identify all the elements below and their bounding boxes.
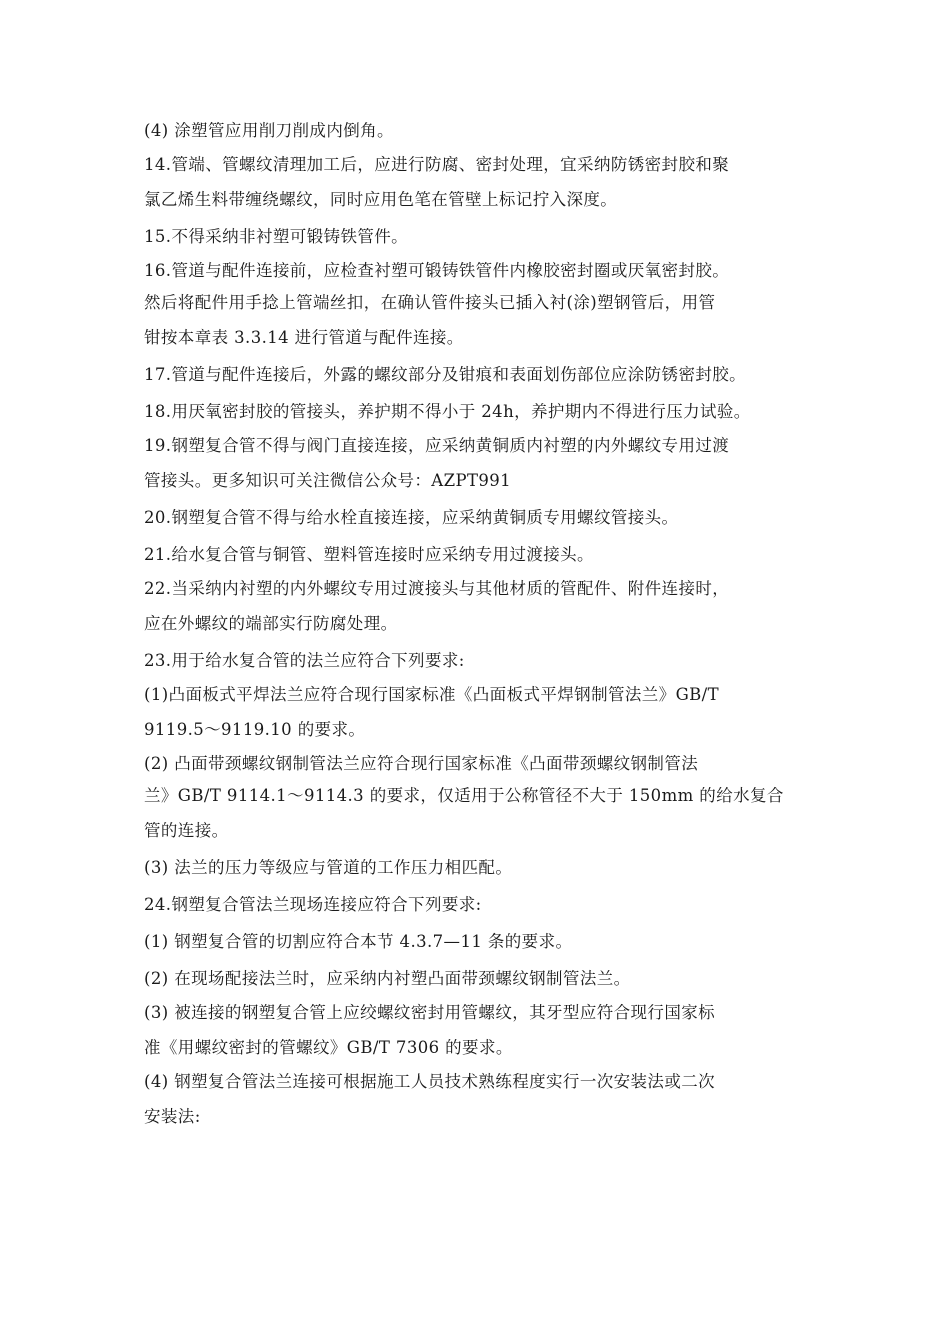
- paragraph-line: 9119.5～9119.10 的要求。: [144, 720, 366, 739]
- paragraph-line: 钳按本章表 3.3.14 进行管道与配件连接。: [144, 328, 464, 347]
- paragraph-line: (4) 涂塑管应用削刀削成内倒角。: [144, 121, 394, 140]
- paragraph-line: 15.不得采纳非衬塑可锻铸铁管件。: [144, 227, 409, 246]
- paragraph-line: 22.当采纳内衬塑的内外螺纹专用过渡接头与其他材质的管配件、附件连接时，: [144, 579, 730, 598]
- paragraph-line: 准《用螺纹密封的管螺纹》GB/T 7306 的要求。: [144, 1038, 513, 1057]
- paragraph-line: 18.用厌氧密封胶的管接头，养护期不得小于 24h，养护期内不得进行压力试验。: [144, 402, 751, 421]
- paragraph-line: 兰》GB/T 9114.1～9114.3 的要求，仅适用于公称管径不大于 150mm 的给水复合: [144, 786, 784, 805]
- paragraph-line: 20.钢塑复合管不得与给水栓直接连接，应采纳黄铜质专用螺纹管接头。: [144, 508, 679, 527]
- paragraph-line: (1)凸面板式平焊法兰应符合现行国家标准《凸面板式平焊钢制管法兰》GB/T: [144, 685, 720, 704]
- paragraph-line: 应在外螺纹的端部实行防腐处理。: [144, 614, 398, 633]
- paragraph-line: (2) 凸面带颈螺纹钢制管法兰应符合现行国家标准《凸面带颈螺纹钢制管法: [144, 754, 699, 773]
- paragraph-line: 14.管端、管螺纹清理加工后，应进行防腐、密封处理，宜采纳防锈密封胶和聚: [144, 155, 730, 174]
- paragraph-line: 23.用于给水复合管的法兰应符合下列要求:: [144, 651, 465, 670]
- paragraph-line: 24.钢塑复合管法兰现场连接应符合下列要求:: [144, 895, 482, 914]
- paragraph-line: (3) 法兰的压力等级应与管道的工作压力相匹配。: [144, 858, 513, 877]
- paragraph-line: (1) 钢塑复合管的切割应符合本节 4.3.7—11 条的要求。: [144, 932, 573, 951]
- document-body: [144, 112, 824, 1135]
- paragraph-line: 21.给水复合管与铜管、塑料管连接时应采纳专用过渡接头。: [144, 545, 594, 564]
- paragraph-line: 管的连接。: [144, 821, 229, 840]
- paragraph-line: (4) 钢塑复合管法兰连接可根据施工人员技术熟练程度实行一次安装法或二次: [144, 1072, 716, 1091]
- paragraph-line: (3) 被连接的钢塑复合管上应绞螺纹密封用管螺纹，其牙型应符合现行国家标: [144, 1003, 716, 1022]
- paragraph-line: 16.管道与配件连接前，应检查衬塑可锻铸铁管件内橡胶密封圈或厌氧密封胶。: [144, 261, 730, 280]
- paragraph-line: 管接头。更多知识可关注微信公众号：AZPT991: [144, 471, 512, 490]
- paragraph-line: (2) 在现场配接法兰时，应采纳内衬塑凸面带颈螺纹钢制管法兰。: [144, 969, 631, 988]
- paragraph-line: 19.钢塑复合管不得与阀门直接连接，应采纳黄铜质内衬塑的内外螺纹专用过渡: [144, 436, 730, 455]
- paragraph-line: 17.管道与配件连接后，外露的螺纹部分及钳痕和表面划伤部位应涂防锈密封胶。: [144, 365, 747, 384]
- paragraph-line: 然后将配件用手捻上管端丝扣，在确认管件接头已插入衬(涂)塑钢管后，用管: [144, 293, 716, 312]
- paragraph-line: 氯乙烯生料带缠绕螺纹，同时应用色笔在管壁上标记拧入深度。: [144, 190, 618, 209]
- paragraph-line: 安装法:: [144, 1107, 201, 1126]
